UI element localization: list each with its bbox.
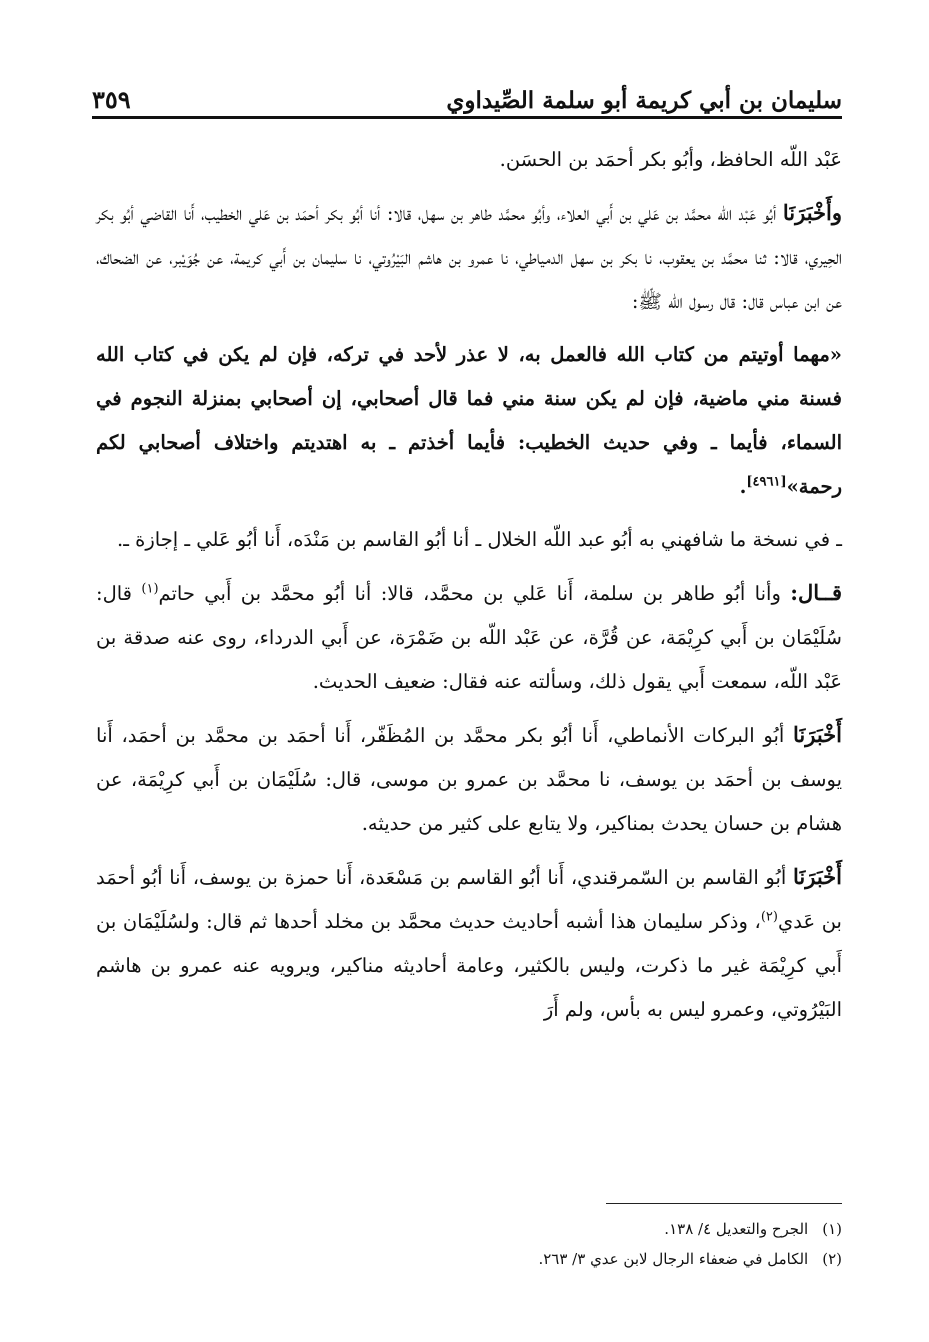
running-title: سليمان بن أبي كريمة أبو سلمة الصِّيداوي [446, 87, 842, 114]
paragraph-text: أبُو عَبْد اللّه محمَّد بن عَلي بن أَبي العلاء، وأبُو محمَّد طاهر بن سهل، قالا: أنا أبُو بكر أحمَد بن عَلي الخطيب، أَنا القاضي أبُو بكر الحِيري، قالا: ثنا محمَّد بن يعقوب، نا بكر بن سهل الدمياطي، نا عمرو بن هاشم البَيْرُوتي، نا سليمان بن أَبي كريمة، عن جُوَيْبر، عن الضحاك، عن ابن عباس قال: قال رسول الله ﷺ: [96, 202, 842, 313]
paragraph-1 [96, 138, 842, 182]
hadith-paragraph: «مهما أوتيتم من كتاب الله فالعمل به، لا عذر لأحد في تركه، فإن لم يكن في كتاب الله فسنة مني ماضية، فإن لم يكن سنة مني فما قال أصحابي، إن أصحابي بمنزلة النجوم في السماء، فأيما ـ وفي حديث الخطيب: فأيما أخذتم ـ به اهتديتم واختلاف أصحابي لكم رحمة»[٤٩٦١]. [96, 343, 842, 498]
footnote-number: (١) [822, 1220, 842, 1238]
footnote-text: الكامل في ضعفاء الرجال لابن عدي ٣/ ٢٦٣. [538, 1250, 809, 1268]
paragraph-7 [96, 855, 842, 1032]
footnote-ref-2: (٢) [760, 909, 778, 925]
paragraph-6 [96, 713, 842, 846]
footnotes [96, 1214, 842, 1274]
paragraph-text: عَبْد اللّه الحافظ، وأبُو بكر أحمَد بن الحسَن. [499, 148, 842, 171]
footnote-number: (٢) [822, 1250, 842, 1268]
footnote-separator [606, 1203, 842, 1204]
paragraph-text: أبُو البركات الأنماطي، أَنا أبُو بكر محمَّد بن المُظَفّر، أَنا أحمَد بن محمَّد بن أحمَد، أَنا يوسف بن أحمَد بن يوسف، نا محمَّد بن عمرو بن موسى، قال: سُلَيْمَان بن أَبي كرِيْمَة، عن هشام بن حسان يحدث بمناكير، ولا يتابع على كثير من حديثه. [96, 724, 842, 835]
page-header [92, 78, 842, 114]
akhbarana-keyword: أَخْبَرَنَا [793, 864, 842, 889]
footnote-ref-1: (١) [141, 581, 159, 597]
paragraph-2 [96, 191, 842, 324]
footnote-2 [96, 1244, 842, 1274]
paragraph-text: أبُو القاسم بن السّمرقندي، أَنا أبُو القاسم بن مَسْعَدة، أَنا حمزة بن يوسف، أَنا أبُو أحمَد بن عَدي [96, 866, 842, 933]
header-rule [92, 116, 842, 119]
akhbarana-keyword: أَخْبَرَنَا [793, 722, 842, 747]
page-number: ٣٥٩ [92, 85, 131, 114]
paragraph-4 [96, 518, 842, 562]
hadith-number: [٤٩٦١] [746, 474, 787, 490]
footnote-1 [96, 1214, 842, 1244]
paragraph-text: ـ في نسخة ما شافهني به أبُو عبد اللّه الخلال ـ أنا أبُو القاسم بن مَنْدَه، أَنا أبُو عَلي ـ إجازة ـ. [117, 528, 842, 551]
paragraph-5 [96, 571, 842, 704]
paragraph-text: قال: سُلَيْمَان بن أَبي كرِيْمَة، عن قُرَّة، عن عَبْد اللّه بن ضَمْرَة، عن أَبي الدرداء، روى عنه صدقة بن عَبْد اللّه، سمعت أَبي يقول ذلك، وسألته عنه فقال: ضعيف الحديث. [96, 582, 842, 693]
akhbarana-keyword: وأَخْبَرَنَا [782, 200, 843, 225]
qala-keyword: قــال: [790, 580, 843, 605]
footnote-text: الجرح والتعديل ٤/ ١٣٨. [664, 1220, 809, 1238]
paragraph-text: ، وذكر سليمان هذا أشبه أحاديث حديث محمَّد بن مخلد أحدها ثم قال: ولسُلَيْمَان بن أَبي كرِيْمَة غير ما ذكرت، وليس بالكثير، وعامة أحاديثه مناكير، ويرويه عنه عمرو بن هاشم البَيْرُوتي، وعمرو ليس به بأس، ولم أَرَ [96, 910, 842, 1021]
paragraph-text: وأنا أبُو طاهر بن سلمة، أَنا عَلي بن محمَّد، قالا: أنا أبُو محمَّد بن أَبي حاتم [158, 582, 781, 605]
hadith-text: «مهما أوتيتم من كتاب الله فالعمل به، لا عذر لأحد في تركه، فإن لم يكن في كتاب الله فسنة مني ماضية، فإن لم يكن سنة مني فما قال أصحابي، إن أصحابي بمنزلة النجوم في السماء، فأيما ـ وفي حديث الخطيب: فأيما أخذتم ـ به اهتديتم واختلاف أصحابي لكم رحمة» [96, 343, 842, 498]
page-body [96, 138, 842, 1041]
